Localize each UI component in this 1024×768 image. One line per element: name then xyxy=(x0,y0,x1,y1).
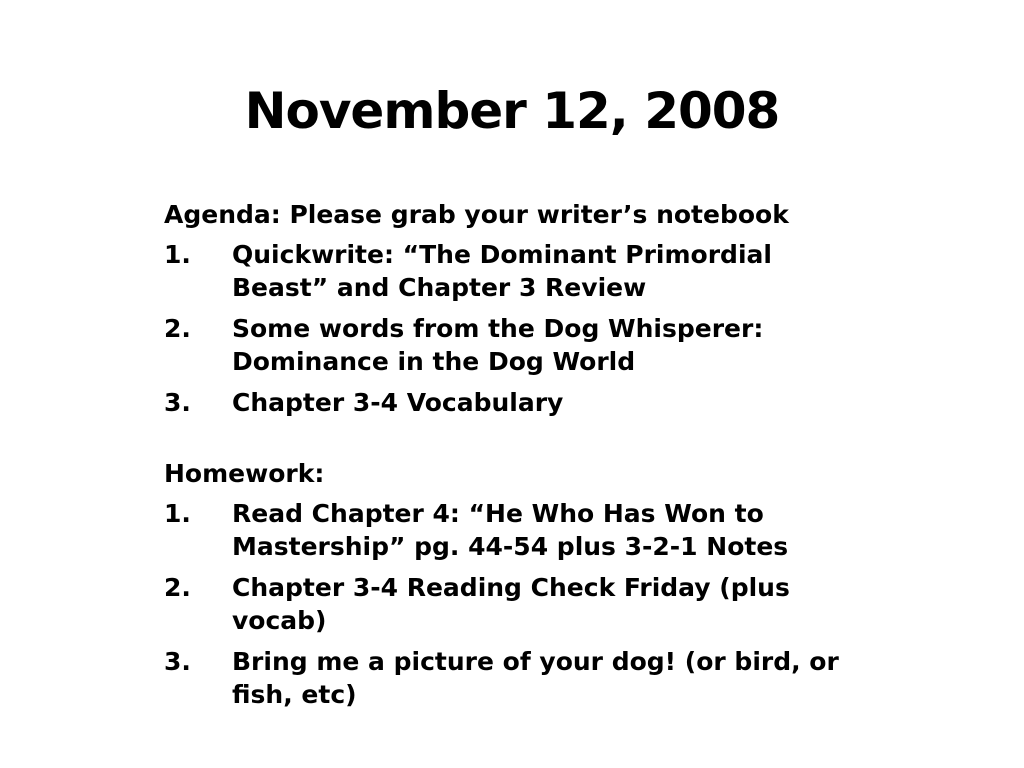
homework-item xyxy=(164,645,864,711)
agenda-item-number: 2. xyxy=(164,314,191,343)
slide-body xyxy=(164,198,864,719)
homework-item-text: Read Chapter 4: “He Who Has Won to Mastership” pg. 44-54 plus 3-2-1 Notes xyxy=(232,499,789,561)
homework-item-text: Bring me a picture of your dog! (or bird, or fish, etc) xyxy=(232,647,839,709)
homework-item-number: 1. xyxy=(164,499,191,528)
homework-list xyxy=(164,497,864,711)
agenda-item-number: 1. xyxy=(164,240,191,269)
homework-item xyxy=(164,571,864,637)
homework-item xyxy=(164,497,864,563)
homework-item-number: 3. xyxy=(164,647,191,676)
agenda-item-text: Quickwrite: “The Dominant Primordial Beast” and Chapter 3 Review xyxy=(232,240,772,302)
agenda-item-text: Some words from the Dog Whisperer: Dominance in the Dog World xyxy=(232,314,764,376)
agenda-item-number: 3. xyxy=(164,388,191,417)
homework-item-text: Chapter 3-4 Reading Check Friday (plus vocab) xyxy=(232,573,790,635)
page-title: November 12, 2008 xyxy=(244,82,780,140)
agenda-item xyxy=(164,386,864,419)
agenda-list xyxy=(164,238,864,419)
homework-item-number: 2. xyxy=(164,573,191,602)
agenda-heading: Agenda: Please grab your writer’s notebook xyxy=(164,200,789,229)
agenda-item-text: Chapter 3-4 Vocabulary xyxy=(232,388,564,417)
agenda-item xyxy=(164,312,864,378)
homework-heading: Homework: xyxy=(164,459,325,488)
agenda-item xyxy=(164,238,864,304)
